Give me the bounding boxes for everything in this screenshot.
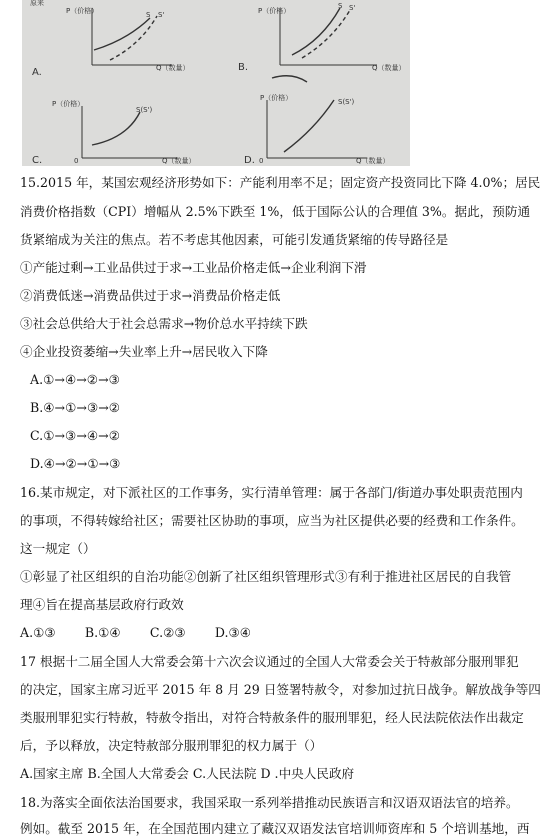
q15-stem-line-2: 消费价格指数（CPI）增幅从 2.5%下跌至 1%，低于国际公认的合理值 3%。据此，预防通 [20,204,531,219]
q16-stem-line-3: 这一规定（） [20,541,96,556]
photo-top-cut-text: 原来 [30,0,44,7]
graph-b [238,2,406,82]
q18-stem-line-1: 18.为落实全面依法治国要求，我国采取一系列举措推动民族语言和汉语双语法官的培养。 [20,795,519,810]
q15-answer-a: A.①→④→②→③ [30,372,120,387]
graph-d-curve-label: S(S') [338,98,355,106]
q17-stem-line-4: 后，予以释放，决定特赦部分服刑罪犯的权力属于（） [20,738,323,753]
q15-stem-line-3: 货紧缩成为关注的焦点。若不考虑其他因素，可能引发通货紧缩的传导路径是 [20,232,449,247]
q16-stem-line-1: 16.某市规定，对下派社区的工作事务，实行清单管理：属于各部门/街道办事处职责范围内 [20,485,523,500]
graph-a-ylabel: P（价格） [66,7,99,15]
graph-c-curve [92,112,140,145]
q15-answer-b: B.④→①→③→② [30,400,121,415]
graph-options-photo [22,0,410,166]
q15-answer-d: D.④→②→①→③ [30,456,121,471]
graph-d-xlabel: Q（数量） [356,157,390,165]
q17-stem-line-1: 17 根据十二届全国人大常委会第十六次会议通过的全国人大常委会关于特赦部分服刑罪犯 [20,654,519,669]
q15-option-3: ③社会总供给大于社会总需求→物价总水平持续下跌 [20,316,308,331]
graph-b-s2-label: S' [349,4,356,12]
graph-a-s-label: S [146,11,151,19]
graph-b-ylabel: P（价格） [258,7,291,15]
graph-a-letter: A. [32,67,42,78]
graph-c [32,99,196,166]
graph-c-origin: 0 [74,157,79,165]
graph-a-curve-s [94,18,150,50]
q15-option-1: ①产能过剩→工业品供过于求→工业品价格走低→企业利润下滑 [20,260,367,275]
graph-c-letter: C. [32,155,43,166]
graph-d-letter: D. [244,155,255,166]
graph-c-curve-label: S(S') [136,106,153,114]
q15-option-4: ④企业投资萎缩→失业率上升→居民收入下降 [20,344,268,359]
q15-option-2: ②消费低迷→消费品供过于求→消费品价格走低 [20,288,281,303]
q15-answer-c: C.①→③→④→② [30,428,121,443]
graph-d-ylabel: P（价格） [260,94,293,102]
q16-options-line-1: ①彰显了社区组织的自治功能②创新了社区组织管理形式③有利于推进社区居民的自我管 [20,569,512,584]
q16-options-line-2: 理④旨在提高基层政府行政效 [20,597,184,612]
q18-stem-line-2: 例如。截至 2015 年，在全国范围内建立了藏汉双语发法官培训师资库和 5 个培训基地，西 [20,821,530,836]
graph-b-stray-curve [272,76,307,82]
q17-stem-line-3: 类服刑罪犯实行特赦，特赦令指出，对符合特赦条件的服刑罪犯，经人民法院依法作出裁定 [20,710,524,725]
graph-c-ylabel: P（价格） [52,100,85,108]
graph-d [244,93,390,166]
q15-stem-line-1: 15.2015 年，某国宏观经济形势如下：产能利用率不足；固定资产投资同比下降 4.0%；居民 [20,175,541,190]
supply-graphs [22,0,410,166]
graph-a-s2-label: S' [158,11,165,19]
graph-d-origin: 0 [259,157,264,165]
graph-b-s-label: S [338,2,343,10]
graph-b-letter: B. [238,62,249,73]
graph-b-curve-s2 [302,10,350,58]
graph-b-xlabel: Q（数量） [372,64,406,72]
graph-d-curve [284,100,334,152]
q16-stem-line-2: 的事项，不得转嫁给社区；需要社区协助的事项，应当为社区提供必要的经费和工作条件。 [20,513,524,528]
graph-a-xlabel: Q（数量） [156,64,190,72]
graph-a-curve-s2 [110,16,157,60]
q16-answers: A.①③ B.①④ C.②③ D.③④ [20,625,252,640]
q17-answers: A.国家主席 B.全国人大常委会 C.人民法院 D .中央人民政府 [20,766,355,781]
graph-a [32,6,190,78]
graph-c-xlabel: Q（数量） [162,157,196,165]
q17-stem-line-2: 的决定，国家主席习近平 2015 年 8 月 29 日签署特赦令，对参加过抗日战争。解放战争等四 [20,682,541,697]
